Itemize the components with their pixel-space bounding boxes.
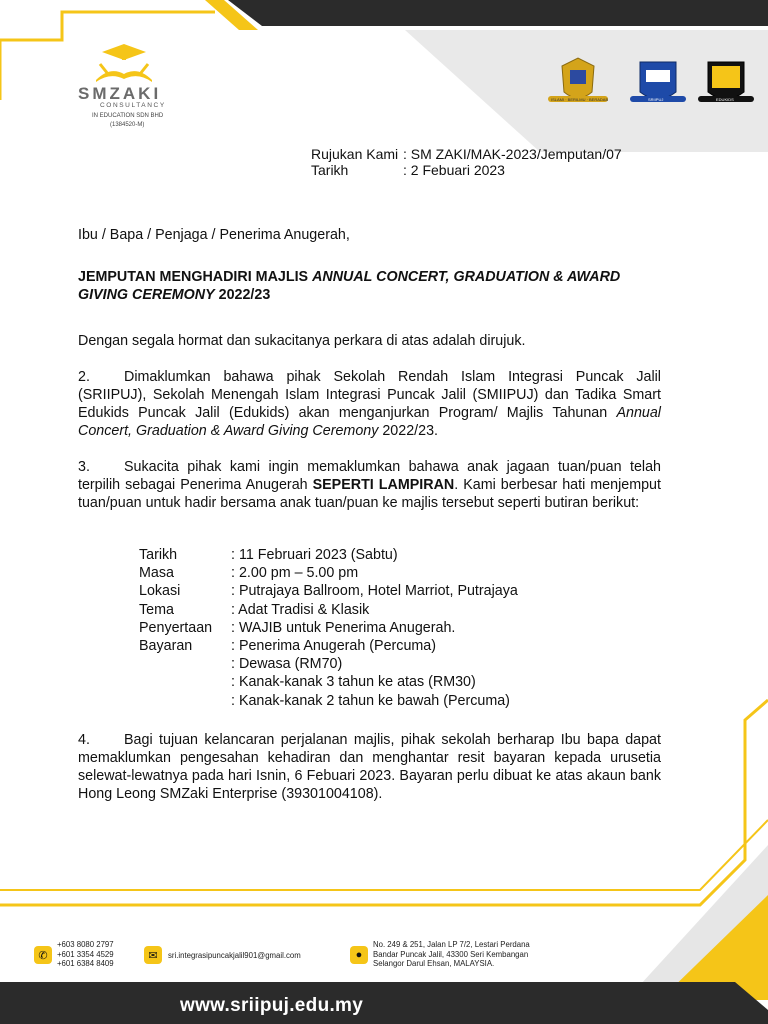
detail-value: : WAJIB untuk Penerima Anugerah. [231, 619, 456, 636]
subject-italic: ANNUAL CONCERT, GRADUATION & AWARD GIVING CEREMONY [78, 269, 621, 303]
brand-name: SMZAKI [78, 84, 162, 103]
brand-company: IN EDUCATION SDN BHD [92, 113, 164, 119]
phone-icon: ✆ [34, 946, 52, 964]
detail-key: Masa [139, 565, 174, 582]
paragraph-3-bold: SEPERTI LAMPIRAN [312, 477, 455, 493]
subject-plain: JEMPUTAN MENGHADIRI MAJLIS [78, 269, 313, 285]
date-label: Tarikh [311, 162, 349, 178]
detail-value: : Dewasa (RM70) [231, 656, 343, 673]
crest-label-3: EDUKIDS [716, 97, 734, 102]
paragraph-2 [78, 368, 661, 440]
smzaki-logo-icon [96, 44, 152, 82]
detail-key: Tarikh [139, 547, 178, 563]
footer-address [373, 940, 530, 969]
ref-label: Rujukan Kami [311, 146, 399, 162]
subject-year: 2022/23 [214, 287, 271, 303]
detail-row [139, 582, 518, 600]
detail-value: : Kanak-kanak 2 tahun ke bawah (Percuma) [231, 692, 510, 709]
crest-label-1: ISLAMI · BERILMU · BERADAB [551, 97, 609, 102]
location-pin-icon: ● [350, 946, 368, 964]
paragraph-2-end: 2022/23. [378, 423, 438, 439]
phone-number: +601 3354 4529 [57, 949, 114, 959]
phone-number: +601 6384 8409 [57, 959, 114, 969]
ref-value: : SM ZAKI/MAK-2023/Jemputan/07 [403, 146, 622, 162]
paragraph-3-text-b: . Kami berbesar hati menjemput tuan/puan untuk hadir bersama anak tuan/puan ke majlis tersebut seperti butiran berikut: [78, 477, 661, 511]
detail-key: Bayaran [139, 638, 193, 655]
paragraph-2-text: Dimaklumkan bahawa pihak Sekolah Rendah Islam Integrasi Puncak Jalil (SRIIPUJ), Sekolah Menengah Islam Integrasi Puncak Jalil (SMIIPUJ) dan Tadika Smart Edukids Puncak Jalil (Edukids) akan menganjurkan Program/ Majlis Tahunan [78, 369, 661, 421]
detail-key: Penyertaan [139, 619, 213, 636]
detail-value: : Kanak-kanak 3 tahun ke atas (RM30) [231, 674, 476, 691]
paragraph-4-text: Bagi tujuan kelancaran perjalanan majlis, pihak sekolah berharap Ibu bapa dapat memaklumkan pengesahan kehadiran dan menghantar resit bayaran kepada urusetia selewat-lewatnya pada hari Isnin, 6 Febuari 2023. Bayaran perlu dibuat ke atas akaun bank Hong Leong SMZaki Enterprise (39301004108). [78, 732, 661, 802]
footer-dark-band [0, 982, 768, 1024]
detail-row [139, 564, 518, 582]
mail-icon: ✉ [144, 946, 162, 964]
subject-heading [78, 268, 661, 304]
detail-value: : 2.00 pm – 5.00 pm [231, 565, 359, 582]
paragraph-4 [78, 731, 661, 803]
salutation: Ibu / Bapa / Penjaga / Penerima Anugerah, [78, 227, 350, 243]
date-value: : 2 Febuari 2023 [403, 162, 505, 178]
footer-phones [57, 940, 114, 969]
footer-email[interactable]: sri.integrasipuncakjalil901@gmail.com [168, 951, 301, 960]
detail-value: : 11 Februari 2023 (Sabtu) [231, 547, 398, 563]
detail-value: : Penerima Anugerah (Percuma) [231, 638, 437, 655]
detail-value: : Adat Tradisi & Klasik [231, 601, 370, 618]
footer-website-link[interactable]: www.sriipuj.edu.my [180, 995, 364, 1016]
paragraph-2-number: 2. [78, 369, 90, 385]
phone-number: +603 8080 2797 [57, 940, 114, 949]
paragraph-3-text-a: Sukacita pihak kami ingin memaklumkan bahawa anak jagaan tuan/puan telah terpilih sebagai Penerima Anugerah [78, 459, 661, 493]
detail-key [139, 655, 231, 673]
top-dark-band [228, 0, 768, 26]
reference-block [311, 146, 622, 178]
detail-row [139, 692, 518, 710]
detail-key: Tema [139, 601, 174, 618]
detail-key: Lokasi [139, 583, 181, 600]
event-details [139, 546, 518, 710]
brand-tagline: CONSULTANCY [100, 102, 166, 109]
address-line: No. 249 & 251, Jalan LP 7/2, Lestari Perdana [373, 940, 530, 949]
detail-key [139, 692, 231, 710]
address-line: Selangor Darul Ehsan, MALAYSIA. [373, 959, 495, 969]
brand-regno: (1384520-M) [110, 122, 145, 128]
paragraph-4-number: 4. [78, 732, 90, 748]
paragraph-3-number: 3. [78, 459, 90, 475]
detail-value: : Putrajaya Ballroom, Hotel Marriot, Putrajaya [231, 583, 518, 600]
paragraph-3 [78, 458, 661, 512]
paragraph-2-italic: Annual Concert, Graduation & Award Giving Ceremony [78, 405, 661, 439]
address-line: Bandar Puncak Jalil, 43300 Seri Kembangan [373, 949, 529, 959]
detail-key [139, 673, 231, 691]
detail-row [139, 673, 518, 691]
opening-paragraph: Dengan segala hormat dan sukacitanya perkara di atas adalah dirujuk. [78, 333, 526, 349]
detail-row [139, 619, 518, 637]
detail-row [139, 637, 518, 655]
detail-row [139, 546, 518, 564]
crest-label-2: SRIIPUJ [648, 97, 664, 102]
detail-row [139, 601, 518, 619]
detail-row [139, 655, 518, 673]
